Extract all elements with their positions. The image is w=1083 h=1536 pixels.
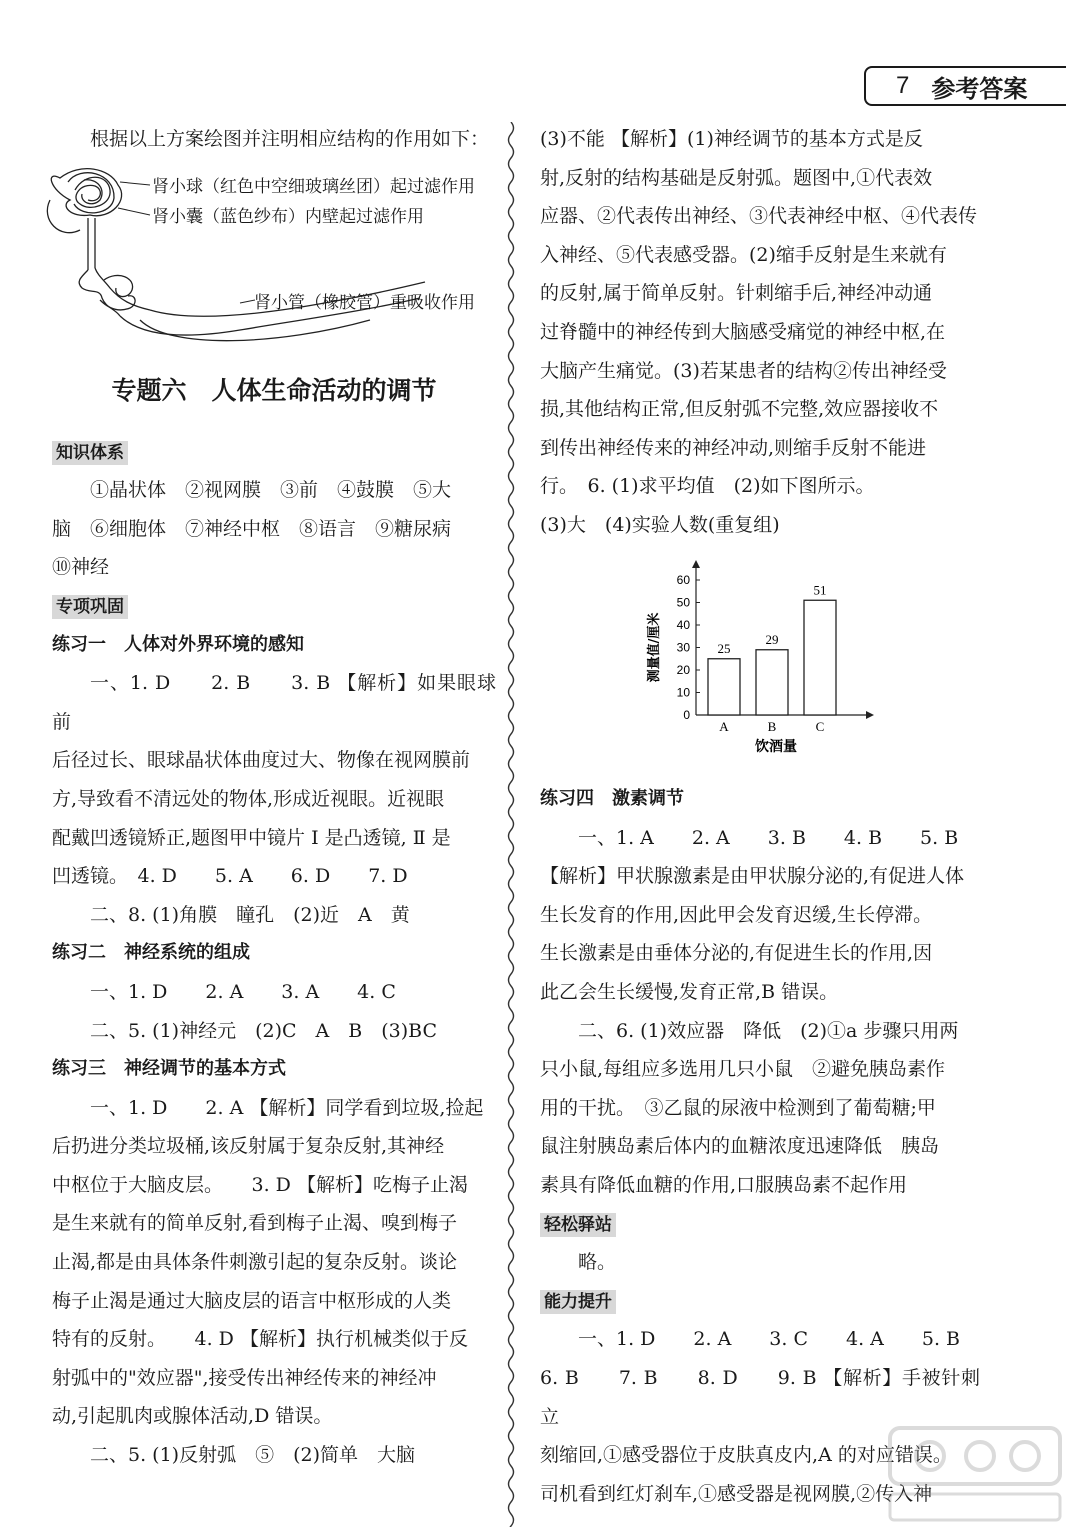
- y-tick-label: 10: [676, 685, 690, 700]
- answer-line: 行。 6. (1)求平均值 (2)如下图所示。: [540, 475, 875, 498]
- renal-tubule-label: 肾小管（橡胶管）重吸收作用: [254, 293, 475, 313]
- exercise-3-line: 后扔进分类垃圾桶,该反射属于复杂反射,其神经: [52, 1135, 445, 1158]
- bar-value-label: 51: [813, 582, 827, 598]
- exercise-2-title: 练习二 神经系统的组成: [52, 942, 250, 964]
- ability-line: 司机看到红灯刹车,①感受器是视网膜,②传入神: [540, 1482, 933, 1505]
- glomerulus-label: 肾小球（红色中空细玻璃丝团）起过滤作用: [152, 177, 475, 197]
- left-column: [52, 120, 496, 159]
- answer-line: (3)大 (4)实验人数(重复组): [540, 513, 780, 536]
- exercise-1-line: 凹透镜。 4. D 5. A 6. D 7. D: [52, 865, 408, 888]
- answer-line: 到传出神经传来的神经冲动,则缩手反射不能进: [540, 436, 927, 459]
- exercise-3-title: 练习三 神经调节的基本方式: [52, 1058, 286, 1080]
- exercise-3-line: 特有的反射。 4. D 【解析】执行机械类似于反: [52, 1328, 468, 1351]
- exercise-3-line: 动,引起肌肉或腺体活动,D 错误。: [52, 1405, 333, 1428]
- x-tick-label: C: [815, 719, 825, 734]
- y-tick-label: 60: [676, 573, 690, 587]
- answer-line: 入神经、⑤代表感受器。(2)缩手反射是生来就有: [540, 243, 947, 266]
- exercise-3-part2: 二、5. (1)反射弧 ⑤ (2)简单 大脑: [90, 1444, 415, 1467]
- exercise-4-line: 生长激素是由垂体分泌的,有促进生长的作用,因: [540, 942, 933, 965]
- ability-line: 刻缩回,①感受器位于皮肤真皮内,A 的对应错误。: [540, 1444, 952, 1467]
- x-axis-arrow-icon: [866, 711, 874, 719]
- alcohol-measurement-bar-chart: [640, 560, 880, 770]
- diagram-intro: 根据以上方案绘图并注明相应结构的作用如下：: [90, 128, 490, 150]
- bar: [804, 600, 836, 715]
- answer-line: 损,其他结构正常,但反射弧不完整,效应器接收不: [540, 398, 939, 421]
- answer-line: 过脊髓中的神经传到大脑感受痛觉的神经中枢,在: [540, 320, 946, 343]
- y-tick-label: 20: [676, 663, 690, 677]
- page-number: 7: [896, 72, 910, 99]
- exercise-1-line: 后径过长、眼球晶状体曲度过大、物像在视网膜前: [52, 749, 471, 772]
- exercise-3-line: 梅子止渴是通过大脑皮层的语言中枢形成的人类: [52, 1289, 452, 1312]
- tag-special-consolidation: 专项巩固: [52, 595, 128, 619]
- nephron-model-diagram: [40, 160, 500, 360]
- exercise-1-line: 方,导致看不清远处的物体,形成近视眼。近视眼: [52, 787, 445, 810]
- right-column: [540, 120, 980, 545]
- exercise-3-line: 射弧中的"效应器",接受传出神经传来的神经冲: [52, 1366, 437, 1389]
- bar-value-label: 25: [717, 640, 731, 656]
- exercise-1-part2: 二、8. (1)角膜 瞳孔 (2)近 A 黄: [90, 903, 410, 926]
- relax-text: 略。: [578, 1251, 617, 1274]
- exercise-3-line: 是生来就有的简单反射,看到梅子止渴、嗅到梅子: [52, 1212, 458, 1235]
- ability-line: 一、1. D 2. A 3. C 4. A 5. B: [578, 1328, 961, 1351]
- watermark-logo-icon: [870, 1420, 1080, 1530]
- x-tick-label: B: [767, 719, 777, 734]
- exercise-4-part2-line: 素具有降低血糖的作用,口服胰岛素不起作用: [540, 1173, 908, 1196]
- ability-line: 6. B 7. B 8. D 9. B 【解析】手被针刺立: [540, 1366, 980, 1428]
- exercise-4-line: 此乙会生长缓慢,发育正常,B 错误。: [540, 980, 839, 1003]
- exercise-4-part2-line: 鼠注射胰岛素后体内的血糖浓度迅速降低 胰岛: [540, 1135, 940, 1158]
- bar: [708, 659, 740, 715]
- left-column-body: [52, 372, 496, 1475]
- exercise-4-part2-line: 二、6. (1)效应器 降低 (2)①a 步骤只用两: [578, 1019, 959, 1042]
- tag-relax-station: 轻松驿站: [540, 1213, 616, 1237]
- answer-line: (3)不能 【解析】(1)神经调节的基本方式是反: [540, 128, 923, 150]
- exercise-4-line: 生长发育的作用,因此甲会发育迟缓,生长停滞。: [540, 903, 933, 926]
- exercise-1-title: 练习一 人体对外界环境的感知: [52, 633, 304, 655]
- y-axis-arrow-icon: [692, 560, 700, 568]
- column-divider: [505, 122, 517, 1527]
- exercise-2-line: 二、5. (1)神经元 (2)C A B (3)BC: [90, 1019, 437, 1042]
- knowledge-line: ⑩神经: [52, 556, 110, 579]
- exercise-3-line: 一、1. D 2. A 【解析】同学看到垃圾,捡起: [90, 1096, 484, 1119]
- x-tick-label: A: [719, 719, 729, 734]
- y-tick-label: 30: [676, 640, 690, 655]
- y-axis-label: 测量值/厘米: [647, 612, 662, 683]
- answer-line: 应器、②代表传出神经、③代表神经中枢、④代表传: [540, 205, 978, 228]
- y-tick-label: 50: [676, 595, 690, 610]
- knowledge-line: 脑 ⑥细胞体 ⑦神经中枢 ⑧语言 ⑨糖尿病: [52, 517, 452, 540]
- exercise-4-line: 一、1. A 2. A 3. B 4. B 5. B: [578, 826, 959, 849]
- answer-line: 的反射,属于简单反射。针刺缩手后,神经冲动通: [540, 282, 933, 305]
- answer-line: 射,反射的结构基础是反射弧。题图中,①代表效: [540, 166, 933, 189]
- topic-title: 专题六 人体生命活动的调节: [111, 376, 437, 405]
- bar: [756, 650, 788, 715]
- tag-ability-improvement: 能力提升: [540, 1290, 616, 1314]
- right-column-body: [540, 780, 980, 1513]
- exercise-3-line: 止渴,都是由具体条件刺激引起的复杂反射。谈论: [52, 1251, 458, 1274]
- answer-line: 大脑产生痛觉。(3)若某患者的结构②传出神经受: [540, 359, 947, 382]
- bar-value-label: 29: [765, 631, 779, 647]
- x-axis-label: 饮酒量: [755, 739, 797, 755]
- knowledge-line: ①晶状体 ②视网膜 ③前 ④鼓膜 ⑤大: [90, 479, 452, 502]
- tag-knowledge-system: 知识体系: [52, 441, 128, 465]
- exercise-3-line: 中枢位于大脑皮层。 3. D 【解析】吃梅子止渴: [52, 1173, 468, 1196]
- section-title: 参考答案: [931, 74, 1028, 103]
- exercise-1-line: 配戴凹透镜矫正,题图甲中镜片 Ⅰ 是凸透镜, Ⅱ 是: [52, 826, 451, 849]
- y-tick-label: 0: [683, 708, 690, 722]
- page-header-tab: [864, 66, 1066, 106]
- y-tick-label: 40: [676, 618, 690, 632]
- exercise-2-line: 一、1. D 2. A 3. A 4. C: [90, 980, 396, 1003]
- exercise-4-line: 【解析】甲状腺激素是由甲状腺分泌的,有促进人体: [540, 865, 965, 888]
- exercise-4-part2-line: 用的干扰。 ③乙鼠的尿液中检测到了葡萄糖;甲: [540, 1096, 936, 1119]
- exercise-4-title: 练习四 激素调节: [540, 788, 684, 809]
- exercise-1-line: 一、1. D 2. B 3. B 【解析】如果眼球前: [52, 672, 496, 733]
- exercise-4-part2-line: 只小鼠,每组应多选用几只小鼠 ②避免胰岛素作: [540, 1058, 946, 1081]
- bowmans-capsule-label: 肾小囊（蓝色纱布）内壁起过滤作用: [152, 207, 424, 227]
